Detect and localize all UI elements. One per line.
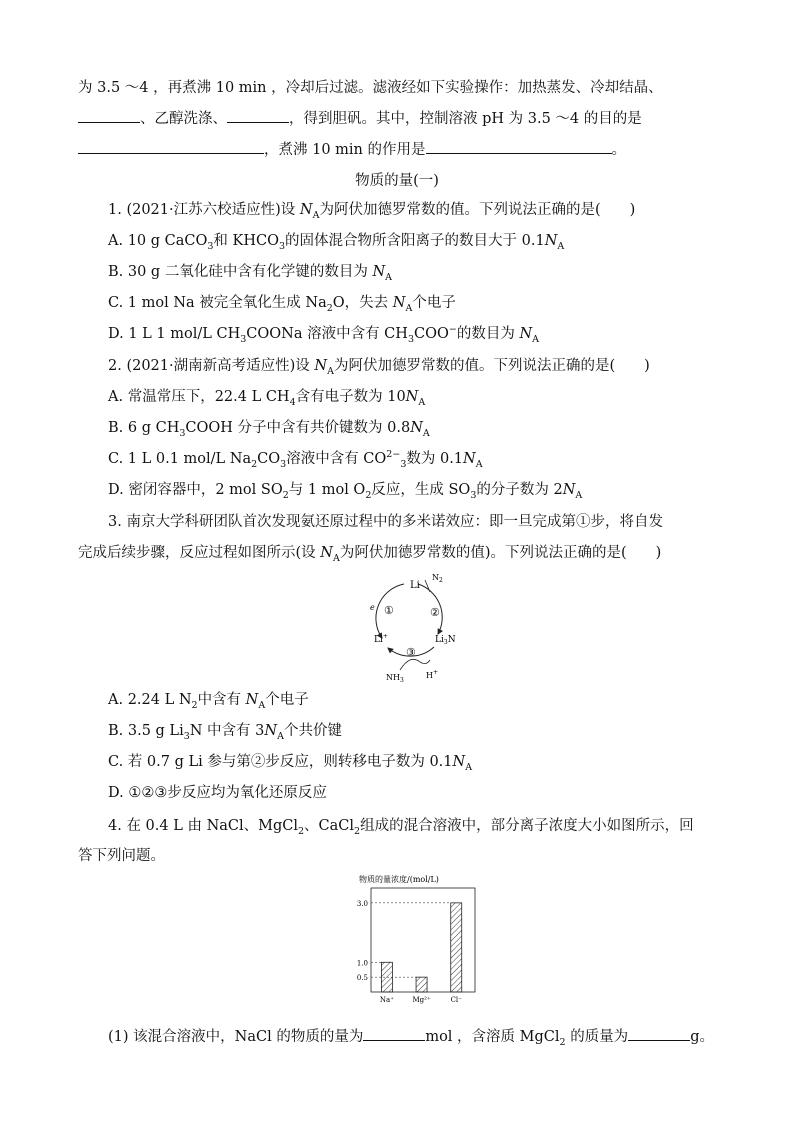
electron-label: e bbox=[370, 603, 375, 612]
step-1-label: ① bbox=[384, 604, 394, 617]
answer-blank[interactable] bbox=[227, 108, 289, 123]
ion-concentration-chart bbox=[335, 870, 485, 1010]
y-tick-label-0: 0.5 bbox=[356, 974, 368, 983]
q3-stem-1: 3. 南京大学科研团队首次发现氨还原过程中的多米诺效应：即一旦完成第①步，将自发 bbox=[108, 514, 663, 530]
li3n-label: $Li_3N$ bbox=[435, 635, 456, 646]
intro-line-1: 为 3.5 ～4 ，再煮沸 10 min ，冷却后过滤。滤液经如下实验操作：加热蒸发、冷却结晶、 bbox=[78, 80, 663, 96]
q2-stem: 2. (2021·湖南新高考适应性)设 $N_A$为阿伏加德罗常数的值。下列说法正确的是( ) bbox=[108, 358, 650, 377]
category-label-2: Cl⁻ bbox=[450, 996, 462, 1004]
y-tick-label-1: 1.0 bbox=[356, 959, 368, 968]
answer-blank[interactable] bbox=[426, 139, 612, 154]
q1-option-b: B. 30 g 二氧化硅中含有化学键的数目为 $N_A$ bbox=[108, 264, 392, 283]
category-label-1: Mg²⁺ bbox=[412, 996, 431, 1004]
q1-option-a: A. 10 g CaCO$_3$和 $KHCO_3$的固体混合物所含阳离子的数目大于 $0.1N_A$ bbox=[108, 233, 565, 252]
bar-1 bbox=[416, 977, 427, 992]
section-title: 物质的量(一) bbox=[355, 173, 439, 189]
answer-blank[interactable] bbox=[363, 1026, 425, 1041]
n2-input-line bbox=[425, 580, 430, 592]
step-3-label: ③ bbox=[406, 646, 416, 659]
bar-2 bbox=[451, 903, 462, 992]
answer-blank[interactable] bbox=[628, 1026, 690, 1041]
q2-option-d: D. 密闭容器中，2 mol $SO_2$与 1 mol $O_2$反应，生成 $SO_3$的分子数为 $2N_A$ bbox=[108, 482, 583, 501]
intro-line-2: 、乙醇洗涤、 ，得到胆矾。其中，控制溶液 pH 为 3.5 ～4 的目的是 bbox=[78, 108, 642, 129]
q2-option-b: B. 6 g $CH_3COOH$ 分子中含有共价键数为 $0.8N_A$ bbox=[108, 420, 430, 439]
step-2-label: ② bbox=[430, 606, 440, 619]
nh3-label: $NH_3$ bbox=[386, 673, 404, 684]
category-label-0: Na⁺ bbox=[379, 996, 394, 1004]
y-tick-label-2: 3.0 bbox=[356, 899, 368, 908]
q2-option-c: C. 1 L 0.1 mol/L $Na_2CO_3$溶液中含有 $CO^{2-}_3$数为 $0.1N_A$ bbox=[108, 449, 483, 470]
q2-option-a: A. 常温常压下，22.4 L $CH_4$含有电子数为 $10N_A$ bbox=[108, 389, 426, 408]
q3-stem-2: 完成后续步骤，反应过程如图所示(设 $N_A$为阿伏加德罗常数的值)。下列说法正确的是( ) bbox=[78, 545, 662, 564]
chart-ylabel: 物质的量浓度/(mol/L) bbox=[359, 875, 439, 884]
nh3-hplus-curve bbox=[400, 659, 430, 670]
q1-option-d: D. 1 L 1 mol/L $CH_3COONa$ 溶液中含有 $CH_3COO^-$的数目为 $N_A$ bbox=[108, 324, 539, 345]
q1-option-c: C. 1 mol Na 被完全氧化生成 $Na_2O$，失去 $N_A$个电子 bbox=[108, 295, 456, 314]
q4-stem-2: 答下列问题。 bbox=[78, 848, 165, 864]
n2-label: $N_2$ bbox=[432, 573, 443, 584]
reaction-cycle-diagram bbox=[360, 570, 475, 685]
q3-option-d: D. ①②③步反应均为氧化还原反应 bbox=[108, 785, 327, 801]
h-plus-label: H+ bbox=[426, 669, 439, 680]
q1-stem: 1. (2021·江苏六校适应性)设 $N_A$为阿伏加德罗常数的值。下列说法正确的是( ) bbox=[108, 202, 636, 221]
answer-blank[interactable] bbox=[78, 108, 140, 123]
li-plus-label: Li+ bbox=[374, 633, 388, 645]
q4-subquestion-1: (1) 该混合溶液中，NaCl 的物质的量为 mol ，含溶质 MgCl$_2$ 的质量为 g。 bbox=[108, 1026, 714, 1047]
q4-stem-1: 4. 在 0.4 L 由 NaCl、MgCl$_2$、CaCl$_2$组成的混合溶液中，部分离子浓度大小如图所示，回 bbox=[108, 818, 694, 837]
q3-option-c: C. 若 0.7 g Li 参与第②步反应，则转移电子数为 $0.1N_A$ bbox=[108, 754, 473, 773]
li-label: Li bbox=[410, 580, 420, 591]
answer-blank[interactable] bbox=[78, 139, 264, 154]
q3-option-b: B. 3.5 g $Li_3N$ 中含有 $3N_A$个共价键 bbox=[108, 723, 342, 742]
intro-line-3: ，煮沸 10 min 的作用是 。 bbox=[78, 139, 626, 160]
q3-option-a: A. 2.24 L $N_2$中含有 $N_A$个电子 bbox=[108, 692, 309, 711]
